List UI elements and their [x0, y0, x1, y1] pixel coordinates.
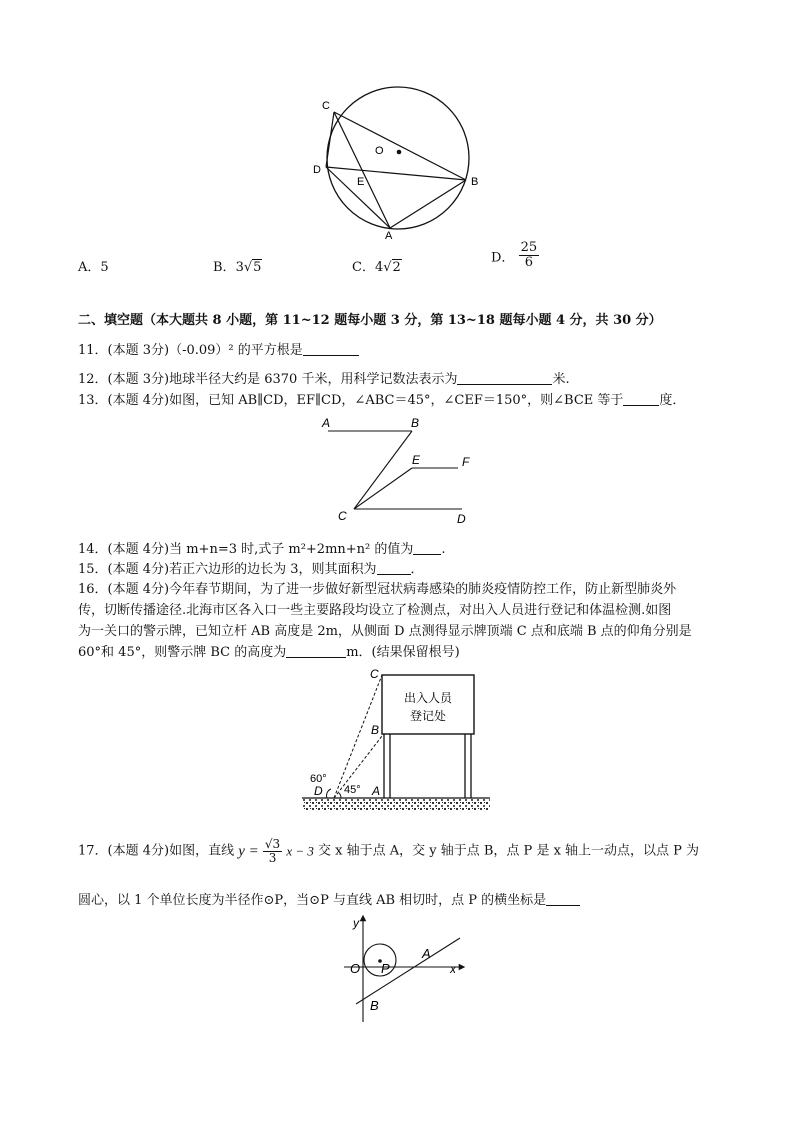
- option-c: C．4√2: [352, 260, 401, 275]
- label-a: A: [385, 230, 393, 242]
- q13-label-e: E: [412, 453, 421, 467]
- section-heading: 二、填空题（本大题共 8 小题，第 11~12 题每小题 3 分，第 13~18 题每小题 4 分，共 30 分）: [78, 313, 662, 328]
- angle-arc-60: [327, 789, 331, 798]
- label-e: E: [357, 176, 365, 188]
- option-d-fraction: [519, 241, 540, 271]
- q17-line-2-text: 圆心，以 1 个单位长度为半径作⊙P，当⊙P 与直线 AB 相切时，点 P 的横坐标是: [78, 893, 547, 908]
- option-a-value: 5: [100, 260, 109, 275]
- question-12: [78, 368, 570, 387]
- option-d-label: D．: [491, 250, 515, 266]
- q17-label-y: y: [353, 916, 359, 930]
- option-b-radicand: 5: [253, 260, 262, 275]
- q14-end: .: [441, 542, 446, 557]
- q17-label-p: P: [381, 961, 390, 976]
- circle-o: [327, 87, 469, 229]
- q17-label-o: O: [350, 961, 361, 976]
- option-c-radicand: 2: [392, 260, 401, 275]
- q17-eq-denominator: 3: [268, 851, 277, 866]
- option-a: [78, 256, 109, 275]
- q16-label-a: A: [372, 784, 381, 798]
- q16-figure: [300, 664, 492, 816]
- q17-figure: [336, 910, 472, 1026]
- option-d: [491, 241, 539, 271]
- center-dot: [397, 150, 402, 155]
- question-13: [78, 389, 685, 408]
- q12-unit: 米.: [552, 372, 570, 387]
- q16-label-b: B: [371, 723, 380, 737]
- q11-answer-blank[interactable]: [303, 343, 359, 356]
- q13-label-c: C: [338, 509, 347, 523]
- q16-answer-blank[interactable]: [286, 645, 346, 658]
- q16-label-d: D: [314, 784, 323, 798]
- q17-eq-fraction: [263, 838, 282, 865]
- option-a-label: A．: [78, 260, 101, 275]
- q12-text: 12．(本题 3分)地球半径大约是 6370 千米，用科学记数法表示为: [78, 372, 458, 387]
- q17-eq-rest: x − 3: [286, 843, 314, 859]
- angle-arc-45: [339, 793, 341, 798]
- q15-end: ．: [410, 562, 424, 577]
- q16-angle-45: 45°: [344, 784, 361, 796]
- label-o: O: [375, 145, 384, 157]
- sign-text-2: 登记处: [409, 709, 447, 723]
- q16-line-3: 为一关口的警示牌，已知立杆 AB 高度是 2m，从侧面 D 点测得显示牌顶端 C 点和底端 B 点的仰角分别是: [78, 624, 692, 639]
- option-c-coef: 4: [374, 260, 384, 275]
- q15-text: 15．(本题 4分)若正六边形的边长为 3，则其面积为: [78, 562, 377, 577]
- q13-unit: 度．: [659, 393, 686, 408]
- q17-line-2: [78, 889, 580, 908]
- q16-label-c: C: [370, 667, 379, 681]
- q17-line-1: [78, 838, 699, 865]
- label-c: C: [322, 100, 330, 112]
- question-14: [78, 538, 446, 557]
- option-b-label: B．: [213, 260, 236, 275]
- option-d-numerator: 25: [520, 240, 538, 255]
- option-c-label: C．: [352, 260, 375, 275]
- question-11: [78, 339, 359, 358]
- q13-figure: [316, 414, 482, 526]
- q13-label-b: B: [411, 416, 420, 430]
- q13-text: 13．(本题 4分)如图，已知 AB∥CD，EF∥CD，∠ABC＝45°，∠CEF＝150°，则∠BCE 等于: [78, 393, 624, 408]
- label-b: B: [471, 176, 479, 188]
- q11-text: 11．(本题 3分)（-0.09）² 的平方根是: [78, 343, 303, 358]
- q13-answer-blank[interactable]: [623, 393, 659, 406]
- q15-answer-blank[interactable]: [377, 562, 411, 575]
- label-d: D: [313, 164, 321, 176]
- q16-angle-60: 60°: [310, 773, 327, 785]
- line-ab: [356, 938, 460, 1004]
- option-b-coef: 3: [235, 260, 244, 275]
- option-b: B．3√5: [213, 260, 262, 275]
- circle-figure: [300, 78, 500, 243]
- q12-answer-blank[interactable]: [457, 372, 552, 385]
- option-d-denominator: 6: [524, 255, 533, 271]
- q13-label-d: D: [457, 512, 466, 526]
- sign-text-1: 出入人员: [403, 691, 453, 705]
- q16-line-4-end: m．(结果保留根号): [346, 645, 460, 660]
- q17-eq-y: y =: [238, 843, 259, 860]
- q13-label-a: A: [322, 416, 331, 430]
- q14-text: 14．(本题 4分)当 m+n=3 时,式子 m²+2mn+n² 的值为: [78, 542, 414, 557]
- question-15: [78, 558, 424, 577]
- q16-line-1: 16．(本题 4分)今年春节期间，为了进一步做好新型冠状病毒感染的肺炎疫情防控工作，防止新型肺炎外: [78, 582, 677, 597]
- q17-eq-numerator: √3: [264, 837, 281, 851]
- q16-line-2: 传，切断传播途径.北海市区各入口一些主要路段均设立了检测点，对出入人员进行登记和体温检测.如图: [78, 603, 672, 618]
- q17-label-x: x: [450, 962, 456, 976]
- q16-line-4-text: 60°和 45°，则警示牌 BC 的高度为: [78, 645, 287, 660]
- q14-answer-blank[interactable]: [413, 542, 441, 555]
- q17-answer-blank[interactable]: [546, 893, 580, 906]
- q17-label-a: A: [422, 946, 431, 961]
- q17-suffix: 交 x 轴于点 A，交 y 轴于点 B，点 P 是 x 轴上一动点，以点 P 为: [318, 843, 700, 859]
- q17-prefix: 17．(本题 4分)如图，直线: [78, 843, 235, 859]
- ground-hatch: [302, 798, 490, 811]
- q13-label-f: F: [462, 455, 470, 469]
- q16-line-4: [78, 641, 460, 660]
- q17-label-b: B: [370, 998, 379, 1013]
